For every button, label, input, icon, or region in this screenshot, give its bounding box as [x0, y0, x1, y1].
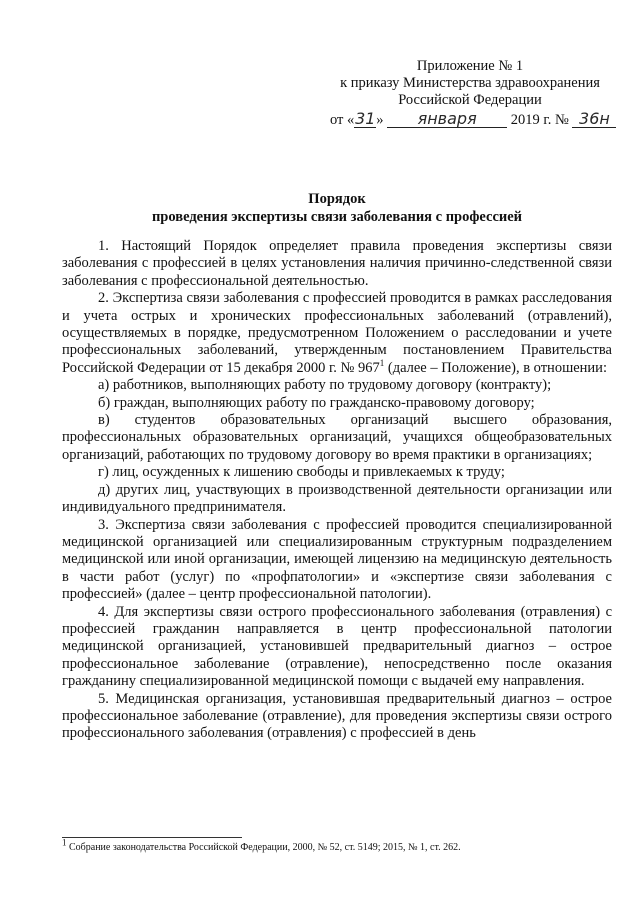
paragraph-1: 1. Настоящий Порядок определяет правила проведения экспертизы связи заболевания с профессией в целях установления наличия причинно-следственной связи заболевания с профессиональной деятельностью.	[62, 238, 612, 289]
annex-title: Приложение № 1	[416, 58, 524, 74]
item-d: д) других лиц, участвующих в производственной деятельности организации или индивидуального предпринимателя.	[62, 481, 612, 516]
title-line-1: Порядок	[308, 191, 366, 207]
annex-country-line: Российской Федерации	[398, 92, 542, 108]
document-body	[62, 238, 612, 743]
document-title	[62, 190, 612, 226]
date-year: 2019 г. №	[510, 112, 569, 128]
handwritten-number: 36н	[572, 110, 616, 128]
handwritten-day: 31	[355, 109, 376, 128]
footnote-divider	[62, 837, 242, 838]
date-mid: »	[376, 112, 384, 128]
item-a: а) работников, выполняющих работу по трудовому договору (контракту);	[98, 377, 552, 394]
date-prefix: от «	[330, 112, 355, 128]
paragraph-3: 3. Экспертиза связи заболевания с профессией проводится специализированной медицинской организацией или специализированным структурным подразделением медицинской или иной организации, имеющей лицензию на медицинскую деятельность в части работ (услуг) по «профпатологии» и «экспертизе связи заболевания с профессией» (далее – центр профессиональной патологии).	[62, 516, 612, 603]
annex-date-line	[330, 110, 610, 129]
annex-order-line: к приказу Министерства здравоохранения	[340, 75, 600, 91]
item-b: б) граждан, выполняющих работу по гражданско-правовому договору;	[98, 394, 535, 411]
footnote-number: 1	[62, 837, 67, 848]
footnote	[62, 837, 612, 854]
paragraph-4: 4. Для экспертизы связи острого профессионального заболевания (отравления) с профессией гражданин направляется в центр профессиональной патологии медицинской организацией, установившей предварительный диагноз – острое профессиональное заболевание (отравление), непосредственно после оказания гражданину специализированной медицинской помощи с выдачей ему направления.	[62, 603, 612, 690]
annex-header	[330, 58, 610, 129]
paragraph-2	[62, 290, 612, 377]
handwritten-month: января	[387, 110, 507, 128]
title-line-2: проведения экспертизы связи заболевания с профессией	[151, 209, 523, 225]
paragraph-5: 5. Медицинская организация, установившая предварительный диагноз – острое профессиональное заболевание (отравление), для проведения экспертизы связи острого профессионального заболевания (отравления) с профессией в день	[62, 690, 612, 742]
paragraph-2-text: 2. Экспертиза связи заболевания с профессией проводится в рамках расследования и учета острых и хронических профессиональных заболеваний (отравлений), осуществляемых в порядке, предусмотренном Положением о расследовании и учете профессиональных заболеваний, утвержденным постановлением Правительства Российской Федерации от 15 декабря 2000 г. № 967	[62, 290, 612, 376]
footnote-text: Собрание законодательства Российской Федерации, 2000, № 52, ст. 5149; 2015, № 1, ст. 262.	[69, 842, 461, 853]
item-g: г) лиц, осужденных к лишению свободы и привлекаемых к труду;	[98, 464, 505, 481]
paragraph-2-tail: (далее – Положение), в отношении:	[387, 359, 607, 376]
item-v: в) студентов образовательных организаций высшего образования, профессиональных образовательных организаций, учащихся общеобразовательных организаций, работающих по трудовому договору во время практики в организациях;	[62, 412, 612, 463]
footnote-reference: 1	[379, 358, 385, 369]
